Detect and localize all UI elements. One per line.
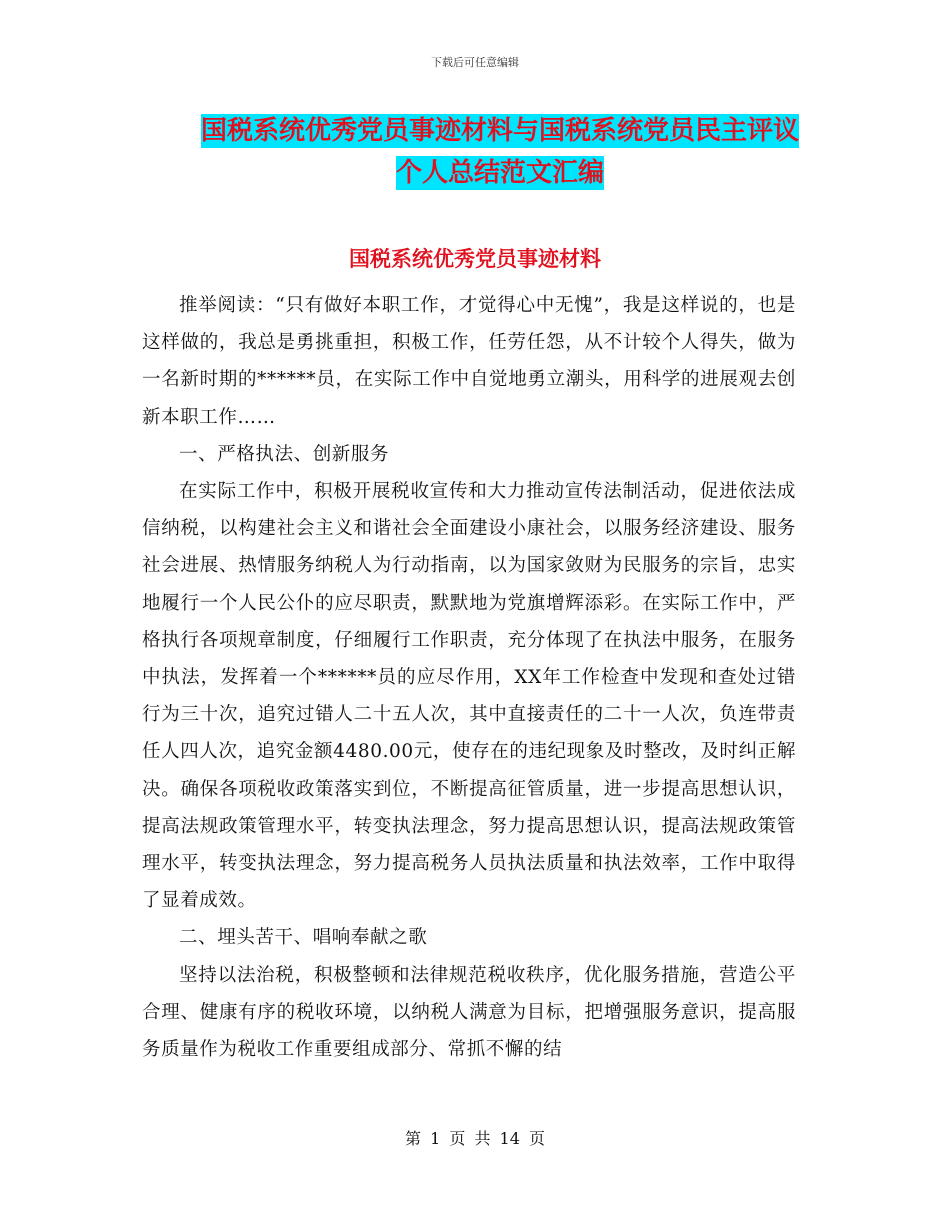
body-text: [142, 287, 796, 1068]
header-note: 下载后可任意编辑: [431, 56, 519, 69]
page-number-footer: 第 1 页 共 14 页: [405, 1129, 545, 1148]
section-title: 国税系统优秀党员事迹材料: [349, 247, 601, 271]
paragraph-section-1: 在实际工作中，积极开展税收宣传和大力推动宣传法制活动，促进依法成信纳税，以构建社会主义和谐社会全面建设小康社会，以服务经济建设、服务社会进展、热情服务纳税人为行动指南，以为国家敛财为民服务的宗旨，忠实地履行一个人民公仆的应尽职责，默默地为党旗增辉添彩。在实际工作中，严格执行各项规章制度，仔细履行工作职责，充分体现了在执法中服务，在服务中执法，发挥着一个******员的应尽作用，XX年工作检查中发现和查处过错行为三十次，追究过错人二十五人次，其中直接责任的二十一人次，负连带责任人四人次，追究金额4480.00元，使存在的违纪现象及时整改，及时纠正解决。确保各项税收政策落实到位，不断提高征管质量，进一步提高思想认识，提高法规政策管理水平，转变执法理念，努力提高思想认识，提高法规政策管理水平，转变执法理念，努力提高税务人员执法质量和执法效率，工作中取得了显着成效。: [142, 481, 796, 912]
document-title-line-1: [120, 108, 880, 154]
title-highlight-2: 个人总结范文汇编: [395, 158, 604, 188]
heading-section-1: 一、严格执法、创新服务: [179, 443, 390, 465]
heading-section-2: 二、埋头苦干、唱响奉献之歌: [179, 927, 428, 949]
document-title-line-2: [120, 150, 880, 196]
paragraph-intro: 推举阅读：“只有做好本职工作，才觉得心中无愧”，我是这样说的，也是这样做的，我总是勇挑重担，积极工作，任劳任怨，从不计较个人得失，做为一名新时期的******员，在实际工作中自觉地勇立潮头，用科学的进展观去创新本职工作……: [142, 295, 796, 428]
paragraph-section-2: 坚持以法治税，积极整顿和法律规范税收秩序，优化服务措施，营造公平合理、健康有序的税收环境，以纳税人满意为目标，把增强服务意识，提高服务质量作为税收工作重要组成部分、常抓不懈的结: [142, 964, 796, 1061]
title-highlight-1: 国税系统优秀党员事迹材料与国税系统党员民主评议: [200, 116, 799, 146]
